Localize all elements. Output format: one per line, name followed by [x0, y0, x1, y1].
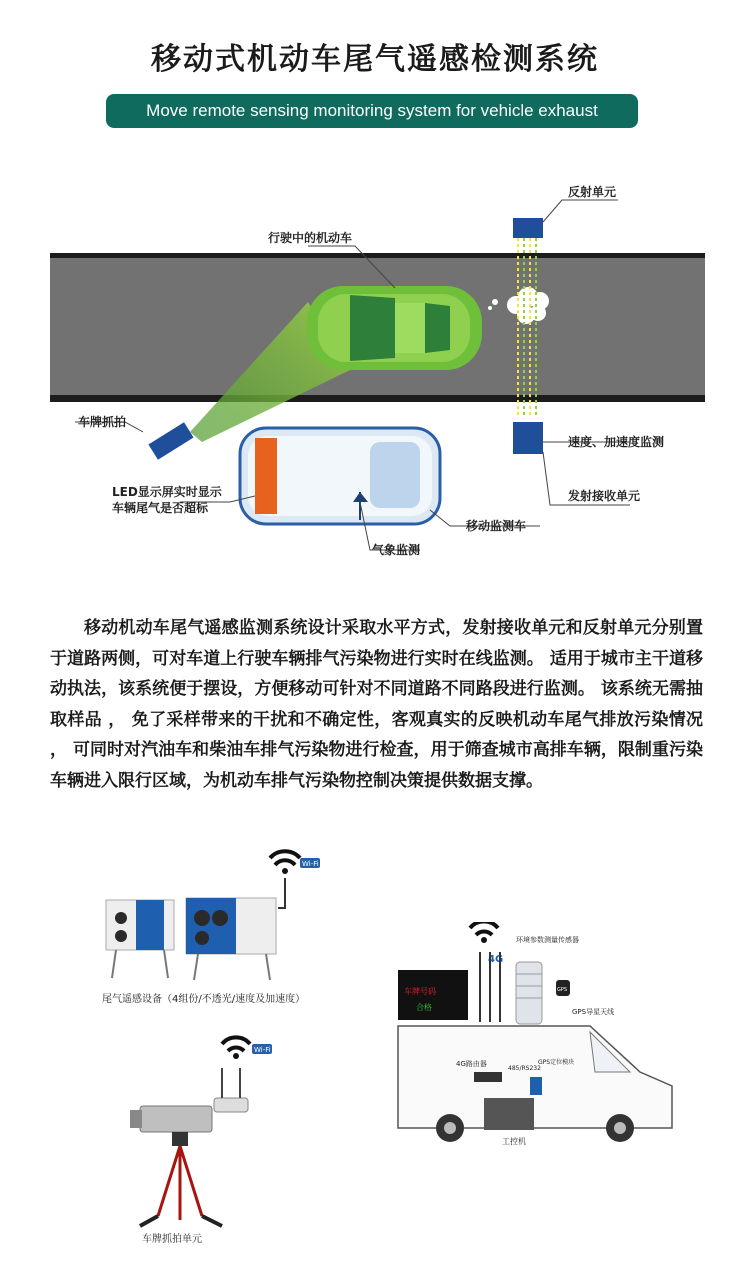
label-speed-monitor: 速度、加速度监测: [568, 435, 665, 449]
svg-text:GPS: GPS: [557, 987, 568, 993]
reflect-unit-icon: [513, 218, 543, 238]
road: [50, 253, 705, 258]
label-router: 4G路由器: [456, 1060, 487, 1068]
label-led-line1: LED显示屏实时显示: [112, 485, 222, 499]
label-env-sensor: 环境参数测量传感器: [516, 936, 579, 944]
subtitle-banner: Move remote sensing monitoring system for vehicle exhaust: [106, 94, 638, 128]
label-reflect-unit: 反射单元: [568, 185, 617, 199]
description-text: 移动机动车尾气遥感监测系统设计采取水平方式，发射接收单元和反射单元分别置于道路两侧，可对车道上行驶车辆排气污染物进行实时在线监测。 适用于城市主干道移动执法，该系统便于摆设，方便移动可针对不同道路不同路段进行监测。 该系统无需抽取样品 ， 免了采样带来的干扰和不确定性，客观真实的反映机动车尾气排放污染情况 ， 可同时对汽油车和柴油车排气污染物进行检查，用于筛查城市高排车辆，限制重污染车辆进入限行区域，为机动车排气污染物控制决策提供数据支撑。: [50, 618, 703, 791]
label-rs: 485/RS232: [508, 1065, 541, 1072]
wifi-icon: [222, 1037, 272, 1059]
transmit-unit-icon: [513, 422, 543, 454]
wireless-module: [214, 1098, 248, 1112]
label-gps-antenna: GPS导星天线: [572, 1008, 615, 1016]
svg-text:Wi-Fi: Wi-Fi: [302, 860, 319, 868]
label-weather: 气象监测: [372, 543, 421, 557]
label-led-line2: 车辆尾气是否超标: [112, 501, 209, 515]
plate-camera-image: [118, 1030, 298, 1248]
label-plate-capture: 车牌抓拍: [78, 415, 127, 429]
led-text-pass: 合格: [416, 1003, 432, 1012]
label-transmit-receive: 发射接收单元: [568, 489, 641, 503]
label-moving-vehicle: 行驶中的机动车: [268, 231, 353, 245]
remote-sensing-caption: 尾气遥感设备（4组份/不透光/速度及加速度）: [102, 994, 306, 1005]
road-system-diagram: [50, 170, 705, 570]
moving-car-icon: [307, 286, 482, 370]
camera-caption: 车牌抓拍单元: [142, 1234, 202, 1245]
description-paragraph: [50, 613, 703, 796]
badge-4g: 4G: [488, 954, 504, 965]
plate-camera-icon: [148, 422, 193, 460]
remote-sensing-device-image: [98, 838, 338, 1008]
svg-text:Wi-Fi: Wi-Fi: [254, 1046, 271, 1054]
label-gps-module: GPS定位模块: [538, 1059, 575, 1066]
label-ipc: 工控机: [502, 1137, 526, 1146]
led-text-plate: 车牌号码: [404, 987, 436, 996]
monitoring-vehicle-icon: [240, 428, 440, 524]
wifi-icon: [470, 922, 498, 943]
page-title: 移动式机动车尾气遥感检测系统: [151, 42, 599, 77]
wifi-icon: [270, 851, 320, 874]
camera-body: [140, 1106, 212, 1132]
monitoring-van-image: [390, 922, 680, 1162]
label-mobile-vehicle: 移动监测车: [466, 519, 527, 533]
